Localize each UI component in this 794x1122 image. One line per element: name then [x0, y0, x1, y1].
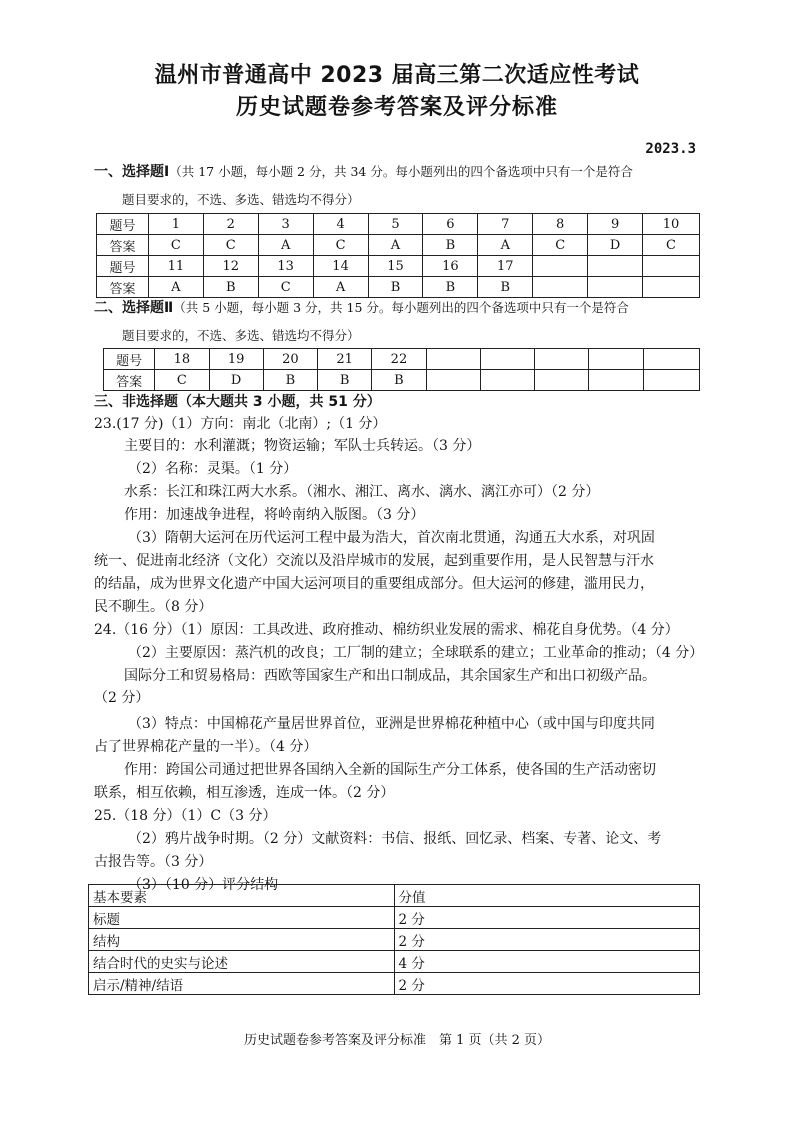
answer-table-1-cell: B — [368, 277, 423, 298]
answer-table-1-row-label: 题号 — [97, 256, 149, 277]
q23-line-9: 民不聊生。（8 分） — [94, 599, 213, 615]
q25-line-2: （2）鸦片战争时期。（2 分）文献资料：书信、报纸、回忆录、档案、专著、论文、考 — [128, 831, 662, 847]
rubric-element: 结合时代的史实与论述 — [89, 951, 395, 973]
q23-line-2: 主要目的：水利灌溉；物资运输；军队士兵转运。（3 分） — [124, 438, 481, 454]
answer-table-2-cell: 21 — [318, 349, 372, 370]
answer-table-1-cell: 6 — [423, 214, 478, 235]
answer-table-2 — [103, 348, 700, 391]
answer-table-2-cell — [480, 349, 534, 370]
answer-table-1-cell: 11 — [148, 256, 203, 277]
answer-table-1-cell — [588, 277, 643, 298]
rubric-table — [88, 884, 700, 995]
q24-line-5: （3）特点：中国棉花产量居世界首位，亚洲是世界棉花种植中心（或中国与印度共同 — [128, 716, 655, 732]
section1-heading-line — [94, 162, 633, 182]
answer-table-1-cell: D — [588, 235, 643, 256]
answer-table-1-cell — [588, 256, 643, 277]
answer-table-1-row — [97, 235, 700, 256]
answer-table-1-row-label: 答案 — [97, 277, 149, 298]
answer-table-2-cell — [426, 370, 480, 391]
answer-table-1-cell: C — [313, 235, 368, 256]
q23-line-6: （3）隋朝大运河在历代运河工程中最为浩大，首次南北贯通，沟通五大水系，对巩固 — [128, 530, 655, 546]
answer-table-1-cell: 3 — [258, 214, 313, 235]
q25-line-4: （3）（10 分）评分结构 — [128, 877, 279, 893]
answer-table-2-cell: D — [209, 370, 263, 391]
answer-table-2-cell — [535, 370, 589, 391]
q24-line-3: 国际分工和贸易格局：西欧等国家生产和出口制成品，其余国家生产和出口初级产品。 — [124, 668, 656, 684]
answer-table-2-cell — [589, 370, 643, 391]
answer-table-1-row — [97, 214, 700, 235]
rubric-score: 2 分 — [394, 907, 700, 929]
q23-line-8: 的结晶，成为世界文化遗产中国大运河项目的重要组成部分。但大运河的修建，滥用民力， — [94, 576, 654, 592]
title-line-1: 温州市普通高中 2023 届高三第二次适应性考试 — [154, 63, 640, 88]
answer-table-2-row-label: 答案 — [104, 370, 155, 391]
answer-table-1-cell: 12 — [203, 256, 258, 277]
answer-table-2-cell: 18 — [155, 349, 209, 370]
section1-note2: 题目要求的，不选、多选、错选均不得分） — [122, 192, 360, 207]
answer-table-1 — [96, 213, 700, 298]
answer-table-1-cell: 7 — [478, 214, 533, 235]
answer-table-1-cell: C — [258, 277, 313, 298]
answer-table-1-cell: 2 — [203, 214, 258, 235]
answer-table-1-cell: 9 — [588, 214, 643, 235]
answer-table-2-cell — [480, 370, 534, 391]
answer-table-2-cell: B — [372, 370, 426, 391]
answer-table-1-cell — [533, 256, 588, 277]
section3-heading: 三、非选择题（本大题共 3 小题，共 51 分） — [94, 394, 381, 410]
section1-heading: 一、选择题Ⅰ — [94, 164, 170, 180]
answer-table-1-cell: 10 — [643, 214, 700, 235]
q23-line-7: 统一、促进南北经济（文化）交流以及沿岸城市的发展，起到重要作用，是人民智慧与汗水 — [94, 553, 654, 569]
answer-table-2-cell — [535, 349, 589, 370]
answer-table-1-cell: A — [148, 277, 203, 298]
answer-table-2-cell: 20 — [263, 349, 317, 370]
answer-table-1-cell — [643, 277, 700, 298]
q23-line-1: 23.(17 分)（1）方向：南北（北南）;（1 分） — [94, 416, 387, 432]
answer-table-1-cell: B — [423, 235, 478, 256]
section2-heading-line — [94, 298, 629, 318]
rubric-row — [89, 973, 700, 995]
answer-table-2-cell: B — [263, 370, 317, 391]
rubric-row — [89, 929, 700, 951]
answer-table-2-cell — [426, 349, 480, 370]
page-footer: 历史试题卷参考答案及评分标准 第 1 页（共 2 页） — [243, 1033, 551, 1048]
answer-table-1-cell — [533, 277, 588, 298]
answer-table-1-cell: A — [313, 277, 368, 298]
q23-line-3: （2）名称：灵渠。（1 分） — [128, 461, 298, 477]
title-line-2: 历史试题卷参考答案及评分标准 — [235, 95, 558, 120]
rubric-row — [89, 907, 700, 929]
rubric-header-row — [89, 885, 700, 907]
q25-line-3: 古报告等。（3 分） — [94, 854, 213, 870]
answer-table-1-cell: 4 — [313, 214, 368, 235]
answer-table-1-cell: A — [368, 235, 423, 256]
answer-table-2-cell — [643, 370, 699, 391]
q25-line-1: 25.（18 分）（1）C（3 分） — [94, 808, 277, 824]
q24-line-7: 作用：跨国公司通过把世界各国纳入全新的国际生产分工体系，使各国的生产活动密切 — [124, 762, 656, 778]
q24-line-2: （2）主要原因：蒸汽机的改良；工厂制的建立；全球联系的建立；工业革命的推动；（4 分） — [128, 645, 704, 661]
rubric-element: 标题 — [89, 907, 395, 929]
rubric-element: 启示/精神/结语 — [89, 973, 395, 995]
q24-line-1: 24.（16 分）（1）原因：工具改进、政府推动、棉纺织业发展的需求、棉花自身优势。（4 分） — [94, 622, 679, 638]
answer-table-1-cell: A — [478, 235, 533, 256]
answer-table-1-cell — [643, 256, 700, 277]
answer-table-1-row-label: 答案 — [97, 235, 149, 256]
answer-table-1-cell: C — [533, 235, 588, 256]
q23-line-5: 作用：加速战争进程，将岭南纳入版图。（3 分） — [124, 507, 425, 523]
q24-line-6: 占了世界棉花产量的一半）。（4 分） — [94, 739, 318, 755]
section2-note: （共 5 小题，每小题 3 分，共 15 分。每小题列出的四个备选项中只有一个是符合 — [173, 300, 629, 315]
rubric-element: 结构 — [89, 929, 395, 951]
answer-table-2-cell: 22 — [372, 349, 426, 370]
rubric-score: 2 分 — [394, 929, 700, 951]
answer-table-2-row — [104, 370, 700, 391]
answer-table-2-cell — [643, 349, 699, 370]
q23-line-4: 水系：长江和珠江两大水系。（湘水、湘江、离水、漓水、漓江亦可）（2 分） — [124, 484, 600, 500]
answer-table-1-cell: B — [478, 277, 533, 298]
answer-table-2-row-label: 题号 — [104, 349, 155, 370]
rubric-header-cell: 分值 — [394, 885, 700, 907]
answer-table-1-cell: 16 — [423, 256, 478, 277]
exam-date: 2023.3 — [645, 141, 696, 157]
section2-heading: 二、选择题Ⅱ — [94, 300, 174, 316]
answer-table-2-cell — [589, 349, 643, 370]
answer-table-1-row — [97, 256, 700, 277]
q24-line-4: （2 分） — [94, 690, 150, 706]
q24-line-8: 联系，相互依赖，相互渗透，连成一体。（2 分） — [94, 785, 395, 801]
section1-note: （共 17 小题，每小题 2 分，共 34 分。每小题列出的四个备选项中只有一个是符合 — [169, 164, 633, 179]
answer-table-1-cell: 5 — [368, 214, 423, 235]
answer-table-1-cell: 1 — [148, 214, 203, 235]
answer-table-1-cell: C — [643, 235, 700, 256]
answer-table-1-cell: B — [203, 277, 258, 298]
answer-table-1-cell: 15 — [368, 256, 423, 277]
answer-table-1-cell: A — [258, 235, 313, 256]
answer-table-1-row-label: 题号 — [97, 214, 149, 235]
rubric-score: 4 分 — [394, 951, 700, 973]
answer-table-1-cell: 13 — [258, 256, 313, 277]
answer-table-2-cell: 19 — [209, 349, 263, 370]
answer-table-1-cell: C — [148, 235, 203, 256]
answer-table-2-cell: C — [155, 370, 209, 391]
answer-table-1-row — [97, 277, 700, 298]
answer-table-2-row — [104, 349, 700, 370]
answer-table-1-cell: 8 — [533, 214, 588, 235]
answer-table-1-cell: C — [203, 235, 258, 256]
answer-table-1-cell: 14 — [313, 256, 368, 277]
rubric-row — [89, 951, 700, 973]
section2-note2: 题目要求的，不选、多选、错选均不得分） — [122, 328, 360, 343]
rubric-score: 2 分 — [394, 973, 700, 995]
answer-table-1-cell: B — [423, 277, 478, 298]
rubric-header-cell: 基本要素 — [89, 885, 395, 907]
answer-table-2-cell: B — [318, 370, 372, 391]
answer-table-1-cell: 17 — [478, 256, 533, 277]
